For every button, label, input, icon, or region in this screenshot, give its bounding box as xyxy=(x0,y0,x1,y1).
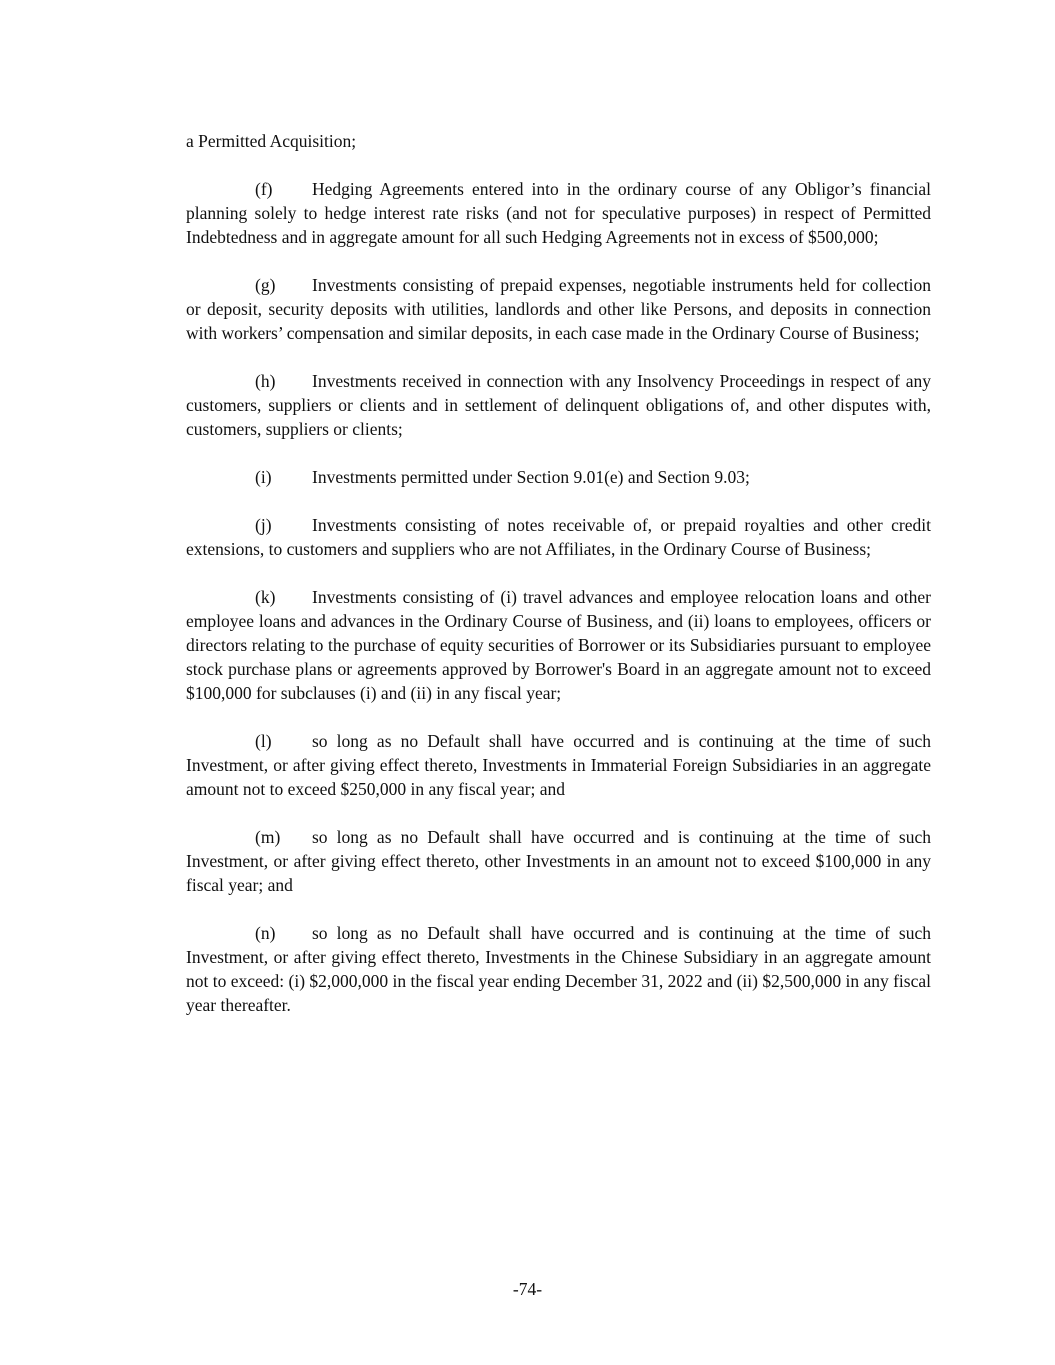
clause-m-label: (m) xyxy=(255,827,281,847)
clause-m-text: so long as no Default shall have occurred and is continuing at the time of such Investment, or after giving effect thereto, other Investments in an amount not to exceed $100,000 in any fiscal year; and xyxy=(186,827,931,895)
clause-k-text: Investments consisting of (i) travel advances and employee relocation loans and other employee loans and advances in the Ordinary Course of Business, and (ii) loans to employees, officers or directors relating to the purchase of equity securities of Borrower or its Subsidiaries pursuant to employee stock purchase plans or agreements approved by Borrower's Board in an aggregate amount not to exceed $100,000 for subclauses (i) and (ii) in any fiscal year; xyxy=(186,587,931,703)
clause-i xyxy=(186,465,931,489)
clause-j-text: Investments consisting of notes receivable of, or prepaid royalties and other credit extensions, to customers and suppliers who are not Affiliates, in the Ordinary Course of Business; xyxy=(186,515,931,559)
clause-h-text: Investments received in connection with any Insolvency Proceedings in respect of any customers, suppliers or clients and in settlement of delinquent obligations of, and other disputes with, customers, suppliers or clients; xyxy=(186,371,931,439)
clause-n-text: so long as no Default shall have occurred and is continuing at the time of such Investment, or after giving effect thereto, Investments in the Chinese Subsidiary in an aggregate amount not to exceed: (i) $2,000,000 in the fiscal year ending December 31, 2022 and (ii) $2,500,000 in any fiscal year thereafter. xyxy=(186,923,931,1015)
clause-i-text: Investments permitted under Section 9.01(e) and Section 9.03; xyxy=(312,467,750,487)
clause-i-label: (i) xyxy=(255,467,272,487)
clause-g xyxy=(186,273,931,345)
clause-j-label: (j) xyxy=(255,515,272,535)
clause-k-label: (k) xyxy=(255,587,276,607)
clause-m xyxy=(186,825,931,897)
clause-f-label: (f) xyxy=(255,179,273,199)
clause-h xyxy=(186,369,931,441)
clause-l-label: (l) xyxy=(255,731,272,751)
clause-j xyxy=(186,513,931,561)
clause-h-label: (h) xyxy=(255,371,276,391)
clause-l-text: so long as no Default shall have occurred and is continuing at the time of such Investment, or after giving effect thereto, Investments in Immaterial Foreign Subsidiaries in an aggregate amount not to exceed $250,000 in any fiscal year; and xyxy=(186,731,931,799)
continuation-text: a Permitted Acquisition; xyxy=(186,131,357,151)
clause-n-label: (n) xyxy=(255,923,276,943)
clause-f xyxy=(186,177,931,249)
clause-g-label: (g) xyxy=(255,275,276,295)
clause-f-text: Hedging Agreements entered into in the ordinary course of any Obligor’s financial planning solely to hedge interest rate risks (and not for speculative purposes) in respect of Permitted Indebtedness and in aggregate amount for all such Hedging Agreements not in excess of $500,000; xyxy=(186,179,931,247)
clause-k xyxy=(186,585,931,705)
clause-g-text: Investments consisting of prepaid expenses, negotiable instruments held for collection or deposit, security deposits with utilities, landlords and other like Persons, and deposits in connection with workers’ compensation and similar deposits, in each case made in the Ordinary Course of Business; xyxy=(186,275,931,343)
clause-l xyxy=(186,729,931,801)
clause-n xyxy=(186,921,931,1017)
page-number: -74- xyxy=(512,1279,543,1299)
